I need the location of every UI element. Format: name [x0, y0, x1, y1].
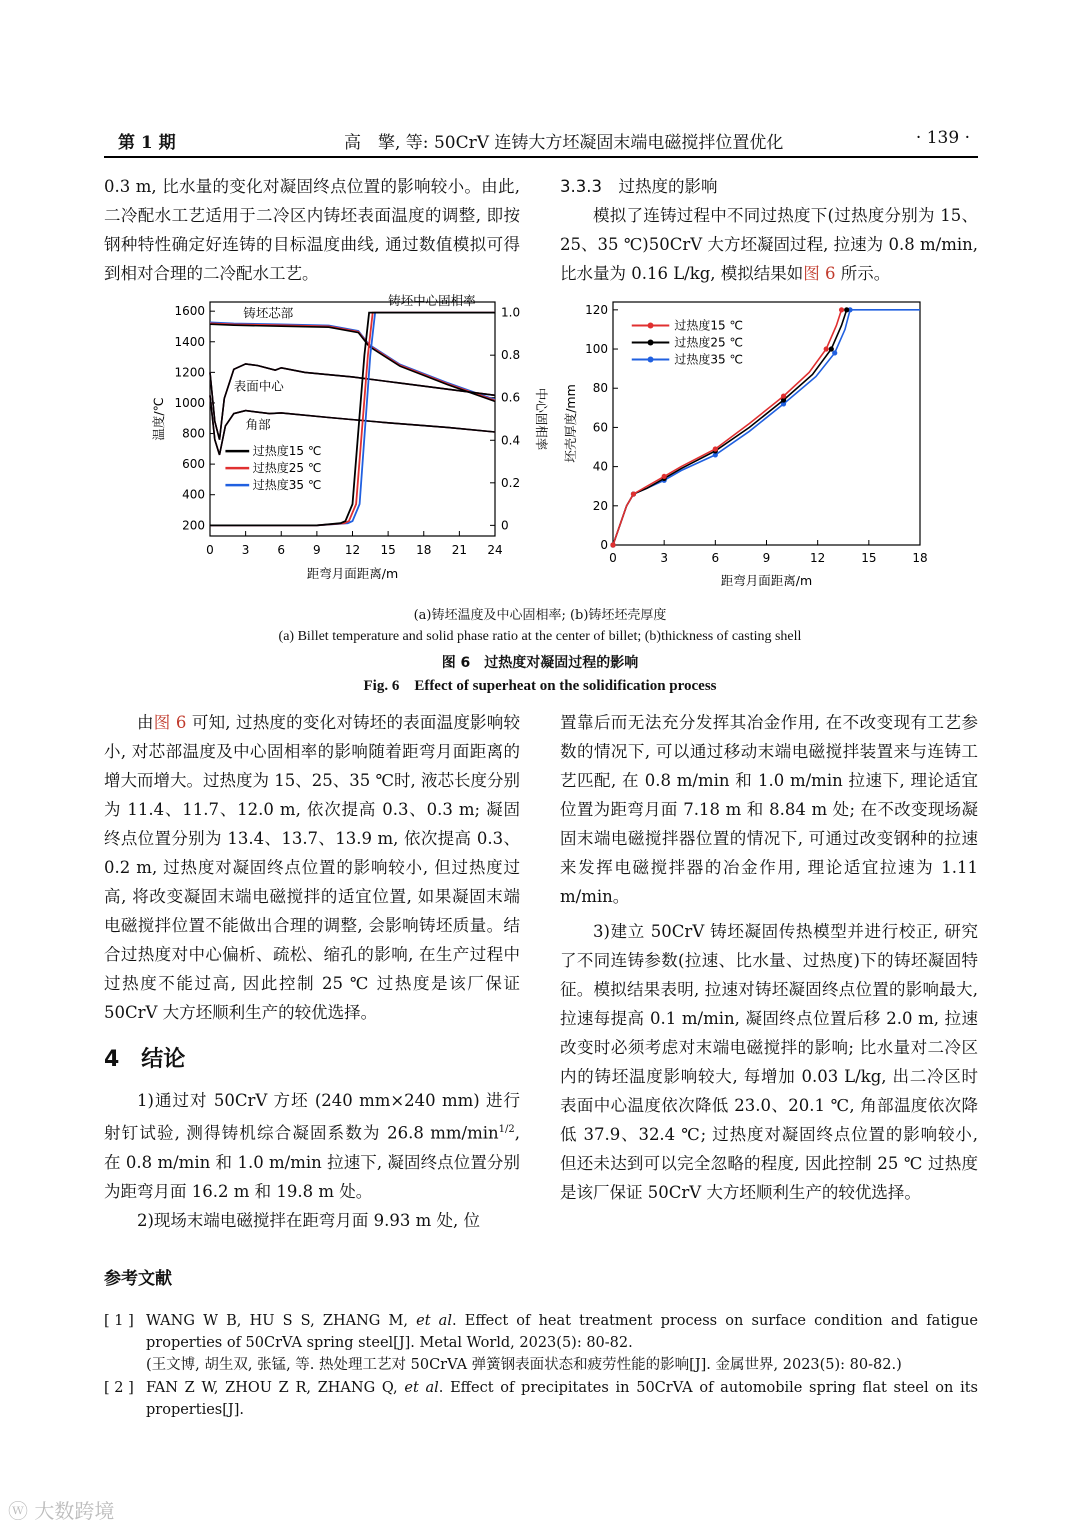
x-tick-label: 24	[487, 543, 503, 557]
legend-marker	[648, 340, 654, 346]
thickness-line	[613, 310, 920, 545]
y-axis-label: 温度/℃	[151, 397, 166, 441]
y-tick-label: 1600	[174, 304, 205, 319]
weibo-icon: ⓦ	[8, 1499, 35, 1523]
figure-caption-cn: 图 6 过热度对凝固过程的影响	[441, 655, 639, 671]
y2-tick-label: 0.8	[501, 348, 521, 363]
conclusion-3: 3)建立 50CrV 铸坯凝固传热模型并进行校正, 研究了不同连铸参数(拉速、比水量、过热度)下的铸坯凝固特征。模拟结果表明, 拉速对铸坯凝固终点位置的影响最大, 拉速每提高 0.1 m/min, 凝固终点位置后移 2.0 m, 拉速改变时必须考虑对末端电磁搅拌的影响; 比水量对二冷区内的铸坯温度影响较大, 每增加 0.03 L/kg, 出二冷区时表面中心温度依次降低 23.0、20.1 ℃, 角部温度依次降低 37.9、32.4 ℃; 过热度对凝固终点位置的影响较小, 但还未达到可以完全忽略的程度, 因此控制 25 ℃ 过热度是该厂保证 50CrV 大方坯顺利生产的较优选择。	[560, 922, 978, 1202]
data-point	[839, 307, 844, 312]
y-tick-label: 600	[182, 457, 205, 472]
data-point	[610, 542, 615, 547]
conclusion-1: 1)通过对 50CrV 方坯 (240 mm×240 mm) 进行射钉试验, 测得铸机综合凝固系数为 26.8 $mm/\min^{1/2}$, 在 0.8 m/min 和 1.0 m/min 拉速下, 凝固终点位置分别为距弯月面 16.2 m 和 19.8 m 处。	[104, 1091, 520, 1201]
data-point	[844, 307, 849, 312]
reference-cn: (王文博, 胡生双, 张锰, 等. 热处理工艺对 50CrVA 弹簧钢表面状态和疲劳性能的影响[J]. 金属世界, 2023(5): 80-82.)	[146, 1357, 902, 1373]
x-tick-label: 6	[711, 551, 720, 565]
figure-caption-en: Fig. 6 Effect of superheat on the solidification process	[363, 678, 717, 694]
y-tick-label: 120	[585, 302, 608, 317]
y-tick-label: 1000	[174, 395, 205, 410]
x-axis-label: 距弯月面距离/m	[306, 566, 399, 581]
x-tick-label: 21	[451, 543, 468, 557]
y-tick-label: 0	[600, 538, 608, 552]
legend-label: 过热度25 ℃	[252, 461, 322, 476]
y-tick-label: 1200	[174, 365, 205, 380]
annotation-surface: 表面中心	[233, 378, 284, 394]
figure-subcaption-en: (a) Billet temperature and solid phase ratio at the center of billet; (b)thickness of casting shell	[278, 629, 802, 644]
header-title: 高 擎, 等: 50CrV 连铸大方坯凝固末端电磁搅拌位置优化	[344, 133, 784, 153]
x-tick-label: 15	[380, 543, 396, 557]
legend-marker	[648, 357, 654, 363]
y-tick-label: 800	[182, 426, 205, 441]
issue-label: 第 1 期	[118, 133, 176, 153]
reference-1: [ 1 ] WANG W B, HU S S, ZHANG M, et al. Effect of heat treatment process on surface condition and fatigue properties of 50CrVA spring steel[J]. Metal World, 2023(5): 80-82. (王文博, 胡生双, 张锰, 等. 热处理工艺对 50CrVA 弹簧钢表面状态和疲劳性能的影响[J]. 金属世界, 2023(5): 80-82.)	[104, 1310, 978, 1376]
watermark-logo: ⓦ 大数跨境	[8, 1499, 115, 1523]
y2-tick-label: 0.4	[501, 433, 521, 448]
data-point	[829, 346, 834, 351]
left-top-text	[104, 172, 520, 288]
reference-2: [ 2 ] FAN Z W, ZHOU Z R, ZHANG Q, et al. Effect of precipitates in 50CrVA of automobile spring flat steel on its properties[J].	[104, 1377, 978, 1421]
data-point	[662, 474, 667, 479]
paragraph: 由图 6 可知, 过热度的变化对铸坯的表面温度影响较小, 对芯部温度及中心固相率的影响随着距弯月面距离的增大而增大。过热度为 15、25、35 ℃时, 液芯长度分别为 11.4、11.7、12.0 m, 依次提高 0.3、0.3 m; 凝固终点位置分别为 13.4、13.7、13.9 m, 依次提高 0.3、0.2 m, 过热度对凝固终点位置的影响较小, 但过热度过高, 将改变凝固末端电磁搅拌的适宜位置, 如果凝固末端电磁搅拌位置不能做出合理的调整, 会影响铸坯质量。结合过热度对中心偏析、疏松、缩孔的影响, 在生产过程中过热度不能过高, 因此控制 25 ℃ 过热度是该厂保证 50CrV 大方坯顺利生产的较优选择。	[104, 713, 520, 1022]
references-heading: 参考文献	[104, 1269, 172, 1289]
x-tick-label: 12	[344, 543, 361, 557]
x-tick-label: 15	[861, 551, 877, 565]
paragraph: 0.3 m, 比水量的变化对凝固终点位置的影响较小。由此, 二冷配水工艺适用于二冷区内铸坯表面温度的调整, 即按钢种特性确定好连铸的目标温度曲线, 通过数值模拟可得到相对合理的二冷配水工艺。	[104, 177, 520, 283]
section-heading-conclusion: 4 结论	[104, 1047, 186, 1072]
right-bottom-text	[560, 708, 978, 1207]
legend-label: 过热度15 ℃	[252, 444, 322, 459]
annotation-core: 铸坯芯部	[243, 305, 294, 321]
legend-label: 过热度25 ℃	[674, 335, 743, 350]
conclusion-text	[104, 1086, 520, 1235]
x-tick-label: 9	[313, 543, 321, 557]
figure-subcaption-cn: (a)铸坯温度及中心固相率; (b)铸坯坯壳厚度	[413, 608, 667, 623]
y-axis-label: 坯壳厚度/mm	[563, 384, 578, 463]
x-tick-label: 18	[912, 551, 928, 565]
annotation-solid-ratio: 铸坯中心固相率	[388, 293, 476, 309]
running-header	[104, 126, 978, 158]
reference-number: [ 2 ]	[104, 1380, 134, 1396]
y2-tick-label: 0	[501, 518, 509, 533]
x-tick-label: 6	[277, 543, 286, 557]
y-tick-label: 80	[592, 381, 608, 396]
chart-a	[145, 290, 549, 600]
legend-label: 过热度35 ℃	[252, 478, 322, 493]
data-point	[781, 393, 786, 398]
left-bottom-text	[104, 708, 520, 1027]
x-tick-label: 3	[660, 551, 668, 565]
y-tick-label: 100	[585, 342, 608, 357]
y2-tick-label: 1.0	[501, 305, 521, 320]
reference-number: [ 1 ]	[104, 1313, 134, 1329]
legend-label: 过热度15 ℃	[674, 318, 743, 333]
paragraph: 置靠后而无法充分发挥其冶金作用, 在不改变现有工艺参数的情况下, 可以通过移动末端电磁搅拌装置来与连铸工艺匹配, 在 0.8 m/min 和 1.0 m/min 拉速下, 理论适宜位置为距弯月面 7.18 m 和 8.84 m 处; 在不改变现场凝固末端电磁搅拌器位置的情况下, 可通过改变钢种的拉速来发挥电磁搅拌器的冶金作用, 理论适宜拉速为 1.11 m/min。	[560, 713, 978, 906]
y2-tick-label: 0.6	[501, 390, 521, 405]
y-tick-label: 60	[592, 420, 608, 435]
right-top-text	[560, 172, 978, 288]
y-tick-label: 400	[182, 487, 205, 502]
data-point	[824, 346, 829, 351]
y-tick-label: 200	[182, 518, 205, 533]
section-heading-333: 3.3.3 过热度的影响	[560, 177, 718, 196]
chart-b	[555, 290, 955, 600]
y-tick-label: 1400	[174, 334, 205, 349]
x-tick-label: 12	[810, 551, 826, 565]
figure-link[interactable]: 图 6	[803, 264, 836, 283]
x-tick-label: 18	[416, 543, 432, 557]
x-tick-label: 0	[206, 543, 214, 557]
figure-link[interactable]: 图 6	[153, 713, 187, 732]
x-tick-label: 0	[609, 551, 617, 565]
y2-tick-label: 0.2	[501, 475, 521, 490]
y-tick-label: 20	[592, 498, 608, 513]
y2-axis-label: 中心固相率	[534, 387, 549, 451]
conclusion-2: 2)现场末端电磁搅拌在距弯月面 9.93 m 处, 位	[137, 1210, 481, 1230]
x-tick-label: 9	[762, 551, 771, 565]
legend-marker	[648, 323, 654, 329]
y-tick-label: 40	[592, 459, 608, 474]
x-axis-label: 距弯月面距离/m	[720, 573, 813, 588]
plot-frame	[613, 302, 920, 545]
paragraph: 模拟了连铸过程中不同过热度下(过热度分别为 15、25、35 ℃)50CrV 大方坯凝固过程, 拉速为 0.8 m/min, 比水量为 0.16 L/kg, 模拟结果如图 6 所示。	[560, 206, 978, 283]
x-tick-label: 3	[241, 543, 250, 557]
data-point	[832, 350, 837, 355]
data-point	[631, 491, 636, 496]
legend-label: 过热度35 ℃	[674, 352, 743, 367]
annotation-corner: 角部	[245, 416, 271, 432]
data-point	[713, 446, 718, 451]
page-number: · 139 ·	[915, 128, 970, 148]
